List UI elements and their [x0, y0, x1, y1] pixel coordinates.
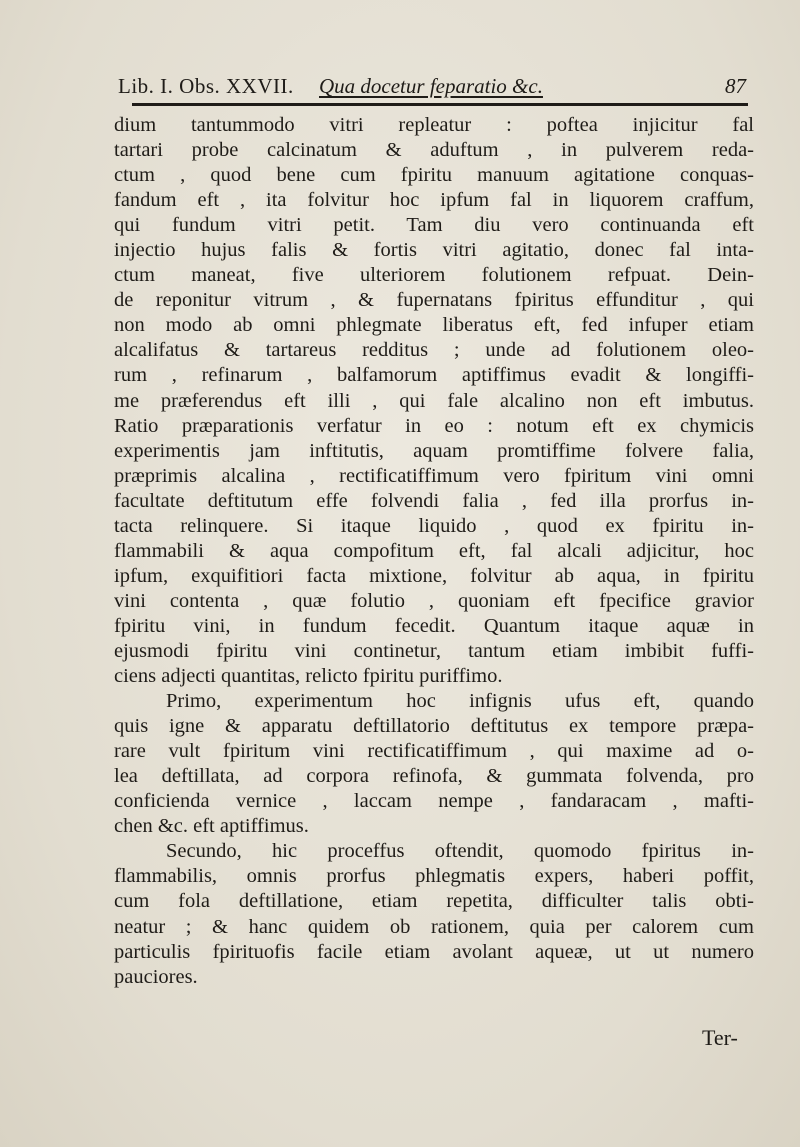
text-line: qui fundum vitri petit. Tam diu vero continuanda eft — [114, 214, 754, 237]
text-line: ctum , quod bene cum fpiritu manuum agitatione conquas- — [114, 164, 754, 187]
running-head — [118, 74, 750, 104]
running-head-title: Qua docetur feparatio &c. — [319, 74, 543, 98]
header-rule — [132, 103, 748, 106]
text-line: ciens adjecti quantitas, relicto fpiritu puriffimo. — [114, 665, 503, 688]
text-line: ejusmodi fpiritu vini continetur, tantum etiam imbibit fuffi- — [114, 639, 754, 662]
text-line: non modo ab omni phlegmate liberatus eft, fed infuper etiam — [114, 314, 754, 337]
text-line: Primo, experimentum hoc infignis ufus eft, quando — [166, 690, 754, 713]
text-line: neatur ; & hanc quidem ob rationem, quia per calorem cum — [114, 915, 754, 938]
text-line: fandum eft , ita folvitur hoc ipfum fal in liquorem craffum, — [114, 189, 754, 212]
text-line: rum , refinarum , balfamorum aptiffimus evadit & longiffi- — [114, 364, 754, 387]
text-line: conficienda vernice , laccam nempe , fandaracam , mafti- — [114, 790, 754, 813]
text-line: flammabili & aqua compofitum eft, fal alcali adjicitur, hoc — [114, 539, 754, 562]
text-line: experimentis jam inftitutis, aquam promtiffime folvere falia, — [114, 439, 754, 462]
text-line: facultate deftitutum effe folvendi falia , fed illa prorfus in- — [114, 489, 754, 512]
text-line: rare vult fpiritum vini rectificatiffimum , qui maxime ad o- — [114, 740, 754, 763]
text-line: præprimis alcalina , rectificatiffimum vero fpiritum vini omni — [114, 464, 754, 487]
text-line: lea deftillata, ad corpora refinofa, & gummata folvenda, pro — [114, 765, 754, 788]
text-line: quis igne & apparatu deftillatorio deftitutus ex tempore præpa- — [114, 715, 754, 738]
text-line: tartari probe calcinatum & aduftum , in pulverem reda- — [114, 139, 754, 162]
text-line: Secundo, hic proceffus oftendit, quomodo fpiritus in- — [166, 840, 754, 863]
body-text — [114, 113, 754, 990]
text-line: flammabilis, omnis prorfus phlegmatis expers, haberi poffit, — [114, 865, 754, 888]
text-line: tacta relinquere. Si itaque liquido , quod ex fpiritu in- — [114, 514, 754, 537]
text-line: vini contenta , quæ folutio , quoniam eft fpecifice gravior — [114, 589, 754, 612]
text-line: ctum maneat, five ulteriorem folutionem refpuat. Dein- — [114, 264, 754, 287]
catchword: Ter- — [702, 1025, 738, 1050]
page-number: 87 — [725, 74, 746, 98]
text-line: ipfum, exquifitiori facta mixtione, folvitur ab aqua, in fpiritu — [114, 564, 754, 587]
text-line: chen &c. eft aptiffimus. — [114, 815, 309, 838]
text-line: alcalifatus & tartareus redditus ; unde ad folutionem oleo- — [114, 339, 754, 362]
text-line: particulis fpirituofis facile etiam avolant aqueæ, ut ut numero — [114, 940, 754, 963]
running-head-book-observation: Lib. I. Obs. XXVII. — [118, 74, 294, 98]
text-line: injectio hujus falis & fortis vitri agitatio, donec fal inta- — [114, 239, 754, 262]
text-line: fpiritu vini, in fundum fecedit. Quantum itaque aquæ in — [114, 614, 754, 637]
text-line: Ratio præparationis verfatur in eo : notum eft ex chymicis — [114, 414, 754, 437]
text-line: cum fola deftillatione, etiam repetita, difficulter talis obti- — [114, 890, 754, 913]
text-line: me præferendus eft illi , qui fale alcalino non eft imbutus. — [114, 389, 754, 412]
text-line: de reponitur vitrum , & fupernatans fpiritus effunditur , qui — [114, 289, 754, 312]
text-line: dium tantummodo vitri repleatur : poftea injicitur fal — [114, 114, 754, 136]
text-line: pauciores. — [114, 965, 198, 988]
